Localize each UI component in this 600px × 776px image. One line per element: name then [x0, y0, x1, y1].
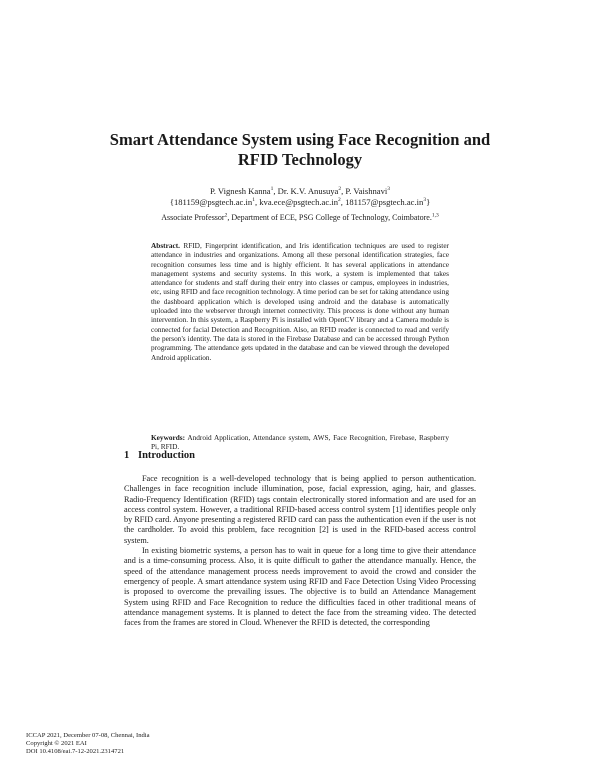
author-2-marker: 2: [338, 186, 342, 193]
section-title: Introduction: [138, 450, 195, 461]
author-2-name: Dr. K.V. Anusuya: [277, 186, 339, 196]
author-emails: [80, 197, 520, 208]
affiliation-marker: 1,3: [431, 212, 439, 219]
page-footer: [26, 732, 326, 757]
author-separator: ,: [273, 186, 278, 196]
email-1-marker: 1: [252, 197, 255, 204]
email-separator: ,: [340, 197, 346, 207]
affiliation: [80, 213, 520, 223]
keywords-text: Android Application, Attendance system, AWS, Face Recognition, Firebase, Raspberry Pi, RFID.: [151, 433, 449, 452]
section-heading: [124, 449, 484, 462]
intro-paragraph-1: Face recognition is a well-developed technology that is being applied to person authentication. Challenges in face recognition include illumination, pose, facial expression, aging, hair, and glasses. Radio-Frequency Identification (RFID) tags contain electronically stored information and are used for an access control system. However, a traditional RFID-based access control system [1] identifies people only by RFID card. Anyone presenting a registered RFID card can pass the authentication even if the user is not the cardholder. To avoid this problem, face recognition [2] is used in the RFID-based access control system.: [124, 474, 476, 545]
author-2-email: kva.ece@psgtech.ac.in: [259, 197, 339, 207]
author-block: [80, 186, 520, 208]
author-1-name: P. Vignesh Kanna: [209, 186, 271, 196]
copyright: Copyright © 2021 EAI: [26, 740, 87, 748]
affiliation-prefix-marker: 2: [224, 212, 228, 219]
paper-title: Smart Attendance System using Face Recognition and RFID Technology: [109, 130, 491, 169]
section-number: 1: [124, 450, 130, 461]
affiliation-text: , Department of ECE, PSG College of Technology, Coimbatore.: [227, 213, 432, 222]
email-brace-close: }: [426, 197, 431, 207]
author-3-email: 181157@psgtech.ac.in: [345, 197, 424, 207]
author-1-marker: 1: [270, 186, 274, 193]
conference-info: ICCAP 2021, December 07-08, Chennai, India: [26, 732, 150, 739]
author-3-marker: 3: [387, 186, 391, 193]
abstract: [151, 241, 449, 362]
introduction-body: [124, 474, 476, 628]
author-separator: ,: [341, 186, 346, 196]
author-1-email: 181159@psgtech.ac.in: [173, 197, 253, 207]
abstract-label: Abstract.: [151, 241, 180, 250]
doi: DOI 10.4108/eai.7-12-2021.2314721: [26, 748, 125, 756]
email-2-marker: 2: [338, 197, 341, 204]
author-names: [80, 186, 520, 197]
email-separator: ,: [254, 197, 260, 207]
abstract-text: RFID, Fingerprint identification, and Iris identification techniques are used to register attendance in industries and organizations. Among all these personal identification strategies, face recognition consumes less time and is highly efficient. It has several applications in attendance management systems and security systems. In this work, a system is implemented that takes attendance for students and staff during their entry into classes or campus, employees in industries, etc, using RFID and face recognition technology. A time period can be set for taking attendance using the dashboard application which is developed using android and the database is automatically uploaded into the webserver through internet connectivity. This process is done without any human intervention. In this system, a Raspberry Pi is installed with OpenCV library and a Camera module is connected for facial Detection and Recognition. Also, an RFID reader is connected to read and verify the person's identity. The data is stored in the Firebase Database and can be accessed through Python programming. The attendance gets updated in the database and can be viewed through the developed Android application.: [151, 241, 449, 362]
author-3-name: P. Vaishnavi: [345, 186, 388, 196]
affiliation-prefix: Associate Professor: [161, 213, 225, 222]
intro-paragraph-2: In existing biometric systems, a person has to wait in queue for a long time to give their attendance and is a time-consuming process. Also, it is quite difficult to gather the attendance manually. Hence, the speed of the attendance management process needs improvement to avoid the crowd and consider the emergency of people. A smart attendance system using RFID and Face Detection Using Video Processing is proposed to overcome the prevailing issues. The objective is to build an Attendance Management System using RFID and Face Recognition to reduce the difficulties faced in other traditional means of attendance management systems. It is planned to detect the face from the streaming video. The detected faces from the frames are stored in Cloud. Whenever the RFID is detected, the corresponding: [124, 546, 476, 628]
keywords-label: Keywords:: [151, 433, 186, 442]
email-brace-open: {: [169, 197, 174, 207]
email-3-marker: 3: [423, 197, 427, 204]
